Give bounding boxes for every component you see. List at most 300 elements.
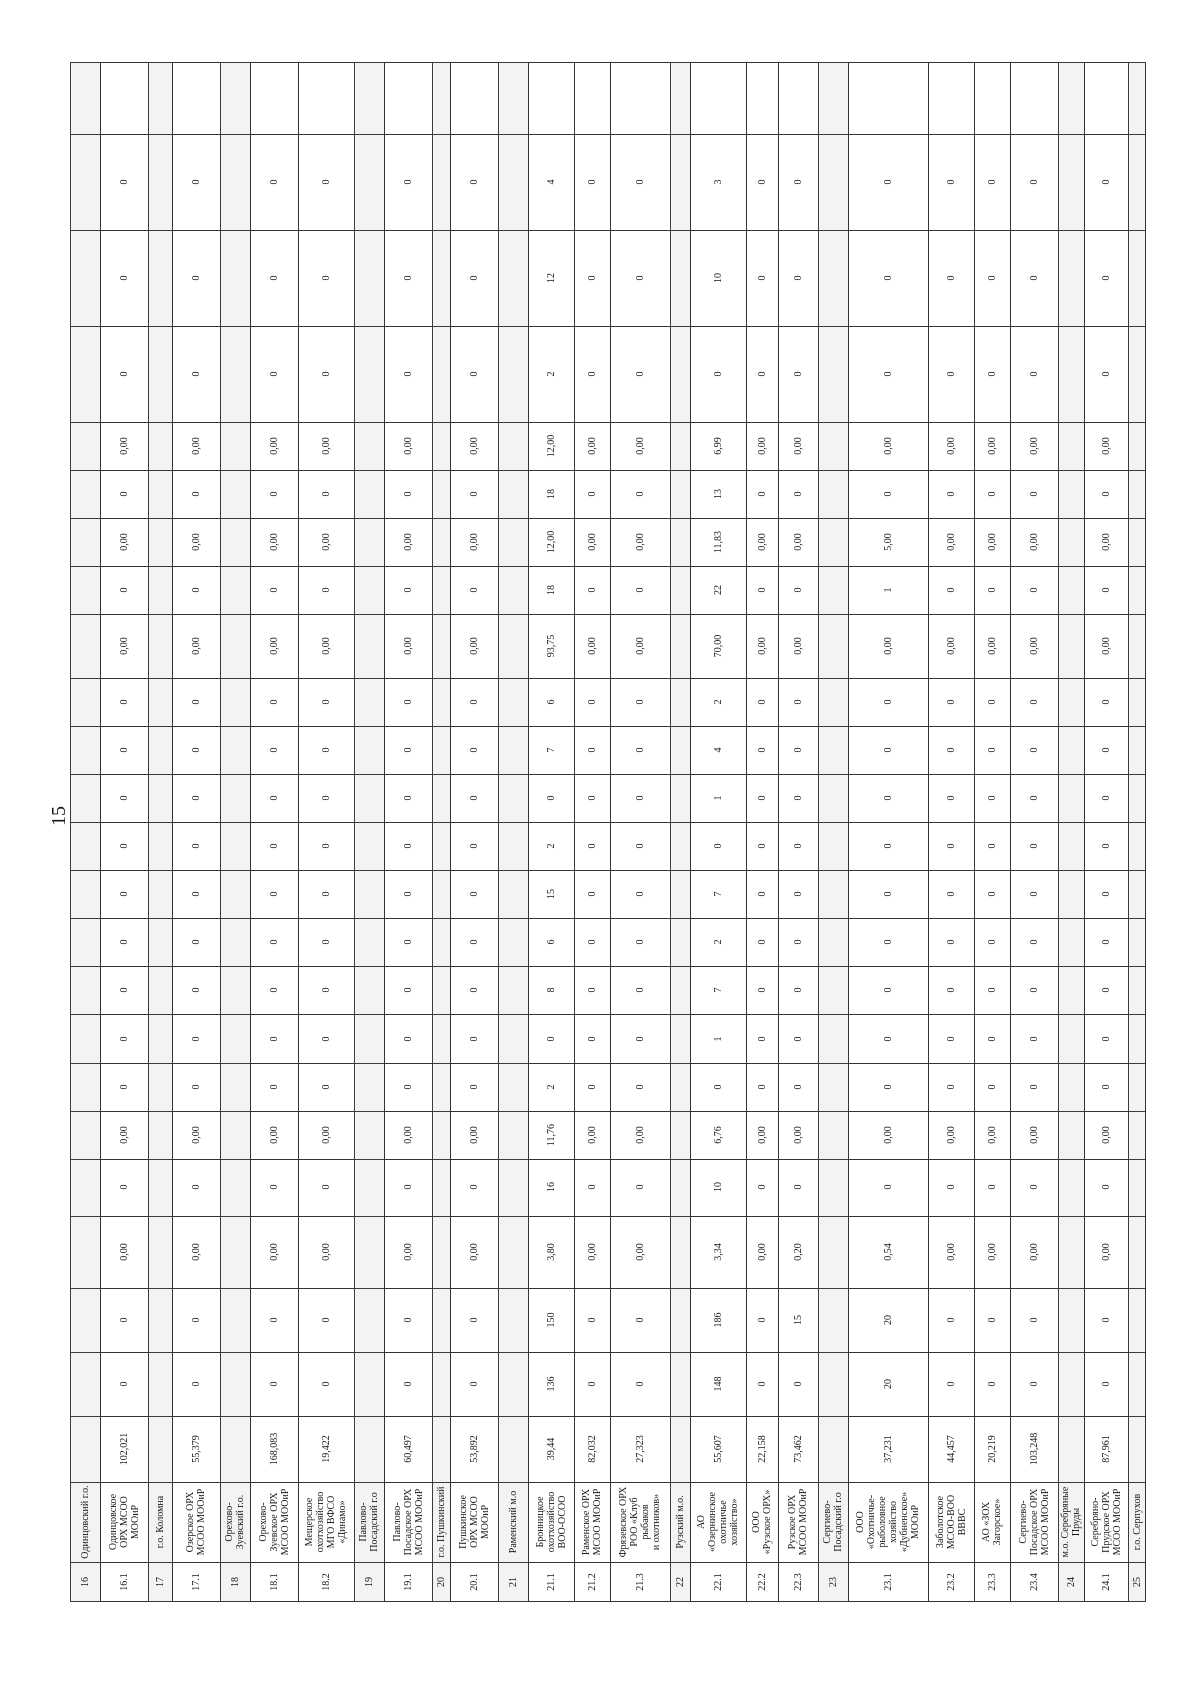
table-cell: 0,00: [945, 533, 957, 551]
table-cell: 0: [634, 843, 646, 849]
group-name: Раменский м.о: [507, 1490, 519, 1554]
table-cell: 0,00: [190, 1243, 202, 1261]
table-cell: 0: [756, 747, 768, 753]
table-cell: 0: [792, 1036, 804, 1042]
table-cell: 0: [190, 699, 202, 705]
table-cell: 0,00: [756, 533, 768, 551]
table-cell: 0: [792, 939, 804, 945]
table-cell: 0: [118, 275, 130, 281]
table-cell: 15: [792, 1315, 804, 1326]
table-cell: 0,00: [268, 1125, 280, 1144]
table-cell: 0: [118, 939, 130, 945]
table-cell: 0: [268, 179, 280, 185]
row-name: Серебряно- Прудское ОРХ МСОО МООиР: [1089, 1488, 1123, 1556]
table-cell: 0,00: [945, 1125, 957, 1144]
table-cell: 0: [756, 795, 768, 801]
table-cell: 0: [792, 1184, 804, 1190]
table-cell: 1: [712, 1036, 724, 1042]
table-cell: 0: [268, 1381, 280, 1387]
table-cell: 0: [1028, 1184, 1040, 1190]
table-cell: 0,00: [468, 437, 480, 455]
table-cell: 0,00: [402, 1243, 414, 1261]
table-cell: 0: [1028, 1381, 1040, 1387]
table-cell: 0: [634, 587, 646, 593]
table-cell: 0,00: [190, 533, 202, 551]
table-cell: 0: [190, 1381, 202, 1387]
table-cell: 0: [402, 987, 414, 993]
table-cell: 0: [402, 843, 414, 849]
table-cell: 0: [402, 179, 414, 185]
table-cell: 0: [756, 179, 768, 185]
table-cell: 0,00: [320, 637, 332, 656]
table-cell: 0: [945, 1381, 957, 1387]
table-cell: 0,00: [268, 533, 280, 551]
row-name: Бронницкое охотхозяйство ВОО-ОСОО: [534, 1491, 568, 1553]
table-cell: 0,00: [190, 637, 202, 656]
table-cell: 0: [945, 939, 957, 945]
table-cell: 0: [402, 747, 414, 753]
table-cell: 0: [468, 587, 480, 593]
table-cell: 0: [268, 371, 280, 377]
table-cell: 0: [190, 371, 202, 377]
table-cell: 0: [792, 491, 804, 497]
table-cell: 0,00: [634, 533, 646, 551]
table-cell: 0: [586, 1381, 598, 1387]
table-cell: 0: [402, 1317, 414, 1323]
table-cell: 0: [402, 939, 414, 945]
table-cell: 0,00: [118, 637, 130, 656]
table-cell: 0: [882, 179, 894, 185]
table-cell: 0,00: [1028, 533, 1040, 551]
table-cell: 0,00: [118, 437, 130, 455]
table-cell: 0: [792, 1381, 804, 1387]
table-cell: 0: [190, 179, 202, 185]
row-name: Озерское ОРХ МСОО МООиР: [184, 1488, 207, 1556]
table-cell: 0: [986, 371, 998, 377]
table-cell: 20: [882, 1315, 894, 1326]
table-cell: 0: [986, 1184, 998, 1190]
table-cell: 0: [402, 1036, 414, 1042]
table-cell: 0: [756, 891, 768, 897]
table-cell: 0,00: [1028, 1125, 1040, 1144]
table-cell: 0: [586, 891, 598, 897]
table-cell: 0: [945, 179, 957, 185]
table-cell: 0: [468, 1084, 480, 1090]
table-cell: 0: [1028, 1036, 1040, 1042]
table-cell: 60,497: [402, 1435, 414, 1463]
table-cell: 0,00: [268, 637, 280, 656]
table-cell: 0: [586, 1184, 598, 1190]
table-cell: 0: [945, 699, 957, 705]
table-cell: 0: [268, 699, 280, 705]
row-id: 23: [827, 1576, 839, 1587]
table-cell: 0: [118, 1184, 130, 1190]
table-cell: 15: [545, 889, 557, 900]
table-cell: 0: [320, 587, 332, 593]
table-cell: 2: [545, 1084, 557, 1090]
row-name: Сергиево- Посадское ОРХ МСОО МООиР: [1017, 1488, 1051, 1556]
table-cell: 0: [545, 1036, 557, 1042]
table-cell: 0: [190, 747, 202, 753]
table-cell: 0: [986, 987, 998, 993]
group-name: Орехово- Зуевский г.о.: [223, 1494, 246, 1550]
table-cell: 0: [320, 939, 332, 945]
table-cell: 0: [190, 843, 202, 849]
table-cell: 0: [402, 275, 414, 281]
row-name: ООО «Рузское ОРХ»: [750, 1489, 773, 1555]
table-cell: 0,00: [402, 437, 414, 455]
group-row-shade: [498, 62, 528, 1602]
table-cell: 0: [1100, 987, 1112, 993]
table-cell: 0,00: [986, 637, 998, 656]
table-cell: 0: [882, 843, 894, 849]
table-cell: 0,00: [1100, 1243, 1112, 1261]
table-cell: 0: [882, 1084, 894, 1090]
table-cell: 0: [882, 275, 894, 281]
table-cell: 148: [712, 1376, 724, 1392]
table-cell: 0: [320, 891, 332, 897]
table-cell: 0,00: [1028, 1243, 1040, 1261]
table-cell: 53,892: [468, 1435, 480, 1463]
page-number: 15: [48, 806, 70, 826]
row-id: 16.1: [118, 1573, 130, 1591]
table-cell: 0: [1100, 699, 1112, 705]
table-cell: 0,00: [402, 637, 414, 656]
table-cell: 0: [792, 275, 804, 281]
table-cell: 0: [118, 179, 130, 185]
table-cell: 0: [402, 699, 414, 705]
table-cell: 27,323: [634, 1435, 646, 1463]
table-cell: 0,00: [468, 1125, 480, 1144]
table-cell: 0: [756, 939, 768, 945]
table-cell: 0: [1028, 987, 1040, 993]
table-cell: 0: [1028, 491, 1040, 497]
table-cell: 0: [320, 1036, 332, 1042]
table-cell: 0,00: [756, 437, 768, 455]
table-cell: 0: [118, 371, 130, 377]
table-cell: 0: [320, 987, 332, 993]
row-id: 23.4: [1028, 1573, 1040, 1591]
table-cell: 0: [1028, 891, 1040, 897]
table-cell: 0: [1028, 179, 1040, 185]
table-cell: 6,76: [712, 1125, 724, 1144]
table-cell: 0: [986, 179, 998, 185]
group-name: Рузский м.о.: [674, 1495, 686, 1549]
group-row-shade: [148, 62, 172, 1602]
table-cell: 0: [190, 587, 202, 593]
table-cell: 0: [1100, 179, 1112, 185]
table-cell: 0: [320, 1317, 332, 1323]
row-id: 17: [154, 1576, 166, 1587]
row-name: АО «ЗОХ Загорское»: [980, 1498, 1003, 1546]
table-cell: 2: [545, 843, 557, 849]
table-cell: 0: [882, 371, 894, 377]
table-cell: 0: [118, 699, 130, 705]
table-cell: 0: [268, 275, 280, 281]
table-cell: 0: [792, 795, 804, 801]
row-id: 23.3: [986, 1573, 998, 1591]
table-cell: 0: [268, 891, 280, 897]
row-id: 20: [435, 1576, 447, 1587]
table-cell: 0: [945, 1084, 957, 1090]
row-name: ООО «Охотничье- рыболовное хозяйство «Дубненское» МООиР: [854, 1491, 921, 1553]
table-cell: 0: [586, 795, 598, 801]
table-cell: 0: [1100, 1084, 1112, 1090]
table-cell: 0: [634, 1084, 646, 1090]
row-id: 21.2: [586, 1573, 598, 1591]
table-cell: 0: [468, 891, 480, 897]
table-cell: 0,00: [268, 1243, 280, 1261]
table-cell: 0: [1100, 371, 1112, 377]
table-cell: 0,00: [756, 1125, 768, 1144]
table-cell: 0,00: [468, 637, 480, 656]
table-cell: 0: [792, 843, 804, 849]
table-cell: 0: [118, 1084, 130, 1090]
table-cell: 103,248: [1028, 1432, 1040, 1466]
table-cell: 0: [792, 699, 804, 705]
table-cell: 0: [468, 275, 480, 281]
table-cell: 7: [712, 987, 724, 993]
table-cell: 6: [545, 939, 557, 945]
row-id: 23.1: [882, 1573, 894, 1591]
table-cell: 0: [882, 699, 894, 705]
table-cell: 0: [712, 843, 724, 849]
table-cell: 70,00: [712, 635, 724, 658]
table-cell: 0: [634, 699, 646, 705]
table-cell: 0,00: [320, 1125, 332, 1144]
table-cell: 82,032: [586, 1435, 598, 1463]
table-cell: 0,00: [1100, 437, 1112, 455]
table-cell: 0: [468, 491, 480, 497]
table-cell: 20,219: [986, 1435, 998, 1463]
row-name: Заболотское МСОО-ВОО ВВВС: [934, 1494, 968, 1550]
table-cell: 0: [1028, 1084, 1040, 1090]
table-cell: 20: [882, 1379, 894, 1390]
table-cell: 10: [712, 273, 724, 284]
table-cell: 7: [545, 747, 557, 753]
table-cell: 0: [320, 699, 332, 705]
table-cell: 0: [945, 491, 957, 497]
table-cell: 0: [1100, 1317, 1112, 1323]
table-cell: 0: [320, 1184, 332, 1190]
table-cell: 0: [190, 1084, 202, 1090]
table-cell: 0: [468, 1184, 480, 1190]
table-cell: 0: [190, 1036, 202, 1042]
table-cell: 0: [586, 843, 598, 849]
table-cell: 0,00: [634, 1125, 646, 1144]
table-cell: 0: [792, 891, 804, 897]
table-cell: 10: [712, 1182, 724, 1193]
table-cell: 0,00: [118, 1125, 130, 1144]
table-cell: 0: [402, 491, 414, 497]
table-cell: 0: [190, 491, 202, 497]
table-cell: 0: [468, 1381, 480, 1387]
table-cell: 0: [756, 1317, 768, 1323]
table-cell: 0: [190, 275, 202, 281]
table-cell: 0,00: [268, 437, 280, 455]
table-cell: 0: [268, 587, 280, 593]
table-cell: 0: [945, 371, 957, 377]
table-cell: 0: [268, 1084, 280, 1090]
row-id: 21.1: [545, 1573, 557, 1591]
table-cell: 18: [545, 489, 557, 500]
table-cell: 0: [118, 843, 130, 849]
table-cell: 0,00: [792, 437, 804, 455]
table-cell: 0,00: [756, 637, 768, 656]
row-id: 22.2: [756, 1573, 768, 1591]
row-id: 18.2: [320, 1573, 332, 1591]
table-cell: 4: [712, 747, 724, 753]
table-cell: 0: [945, 587, 957, 593]
table-cell: 0: [1100, 587, 1112, 593]
row-name: Пушкинское ОРХ МСОО МООиР: [457, 1495, 491, 1549]
row-name: Одинцовское ОРХ МСОО МООиР: [107, 1493, 141, 1551]
table-cell: 0: [756, 1036, 768, 1042]
table-cell: 0: [1028, 275, 1040, 281]
table-cell: 0: [586, 747, 598, 753]
table-cell: 0,00: [586, 1243, 598, 1261]
table-cell: 0: [1100, 843, 1112, 849]
table-cell: 0: [320, 1381, 332, 1387]
table-cell: 0: [882, 1184, 894, 1190]
table-cell: 0: [882, 987, 894, 993]
table-cell: 0,00: [986, 1125, 998, 1144]
table-cell: 0: [634, 1184, 646, 1190]
table-cell: 0,00: [118, 533, 130, 551]
table-cell: 0: [792, 747, 804, 753]
table-cell: 0,00: [320, 533, 332, 551]
table-cell: 0: [882, 491, 894, 497]
table-cell: 0: [945, 747, 957, 753]
row-id: 23.2: [945, 1573, 957, 1591]
table-cell: 0: [986, 939, 998, 945]
table-cell: 0: [634, 795, 646, 801]
group-name: Одинцовский г.о.: [79, 1485, 91, 1559]
table-cell: 0: [986, 699, 998, 705]
table-cell: 12,00: [545, 530, 557, 554]
table-cell: 2: [712, 699, 724, 705]
table-cell: 0,00: [634, 1243, 646, 1261]
table-cell: 102,021: [118, 1432, 130, 1466]
table-cell: 11,76: [545, 1123, 557, 1146]
table-cell: 0: [118, 891, 130, 897]
table-cell: 0: [320, 179, 332, 185]
table-cell: 3,34: [712, 1243, 724, 1261]
table-cell: 0: [1028, 699, 1040, 705]
table-cell: 0,00: [986, 533, 998, 551]
table-cell: 0: [986, 891, 998, 897]
table-cell: 12: [545, 273, 557, 284]
table-cell: 0: [118, 1036, 130, 1042]
table-cell: 0,00: [792, 637, 804, 656]
table-cell: 0: [792, 371, 804, 377]
table-cell: 5,00: [882, 533, 894, 551]
table-cell: 0,00: [586, 637, 598, 656]
table-cell: 2: [545, 371, 557, 377]
table-cell: 0,00: [586, 1125, 598, 1144]
row-name: Орехово- Зуевское ОРХ МСОО МООиР: [257, 1488, 291, 1556]
table-cell: 8: [545, 987, 557, 993]
table-cell: 0,00: [1028, 437, 1040, 455]
table-cell: 0: [882, 795, 894, 801]
table-cell: 44,457: [945, 1435, 957, 1463]
table-cell: 0: [402, 1184, 414, 1190]
table-cell: 0: [468, 939, 480, 945]
table-cell: 0,00: [468, 1243, 480, 1261]
table-cell: 0: [756, 587, 768, 593]
table-cell: 0: [118, 747, 130, 753]
table-cell: 0: [586, 587, 598, 593]
table-cell: 0: [756, 371, 768, 377]
row-id: 22: [674, 1576, 686, 1587]
group-name: м.о. Серебряные Пруды: [1059, 1486, 1082, 1558]
row-id: 17.1: [190, 1573, 202, 1591]
table-cell: 0: [268, 843, 280, 849]
group-row-shade: [220, 62, 250, 1602]
row-id: 19: [363, 1576, 375, 1587]
table-cell: 0: [586, 1036, 598, 1042]
table-cell: 0: [118, 795, 130, 801]
table-cell: 0: [468, 1317, 480, 1323]
table-cell: 0: [468, 747, 480, 753]
table-cell: 55,607: [712, 1435, 724, 1463]
table-cell: 0: [634, 371, 646, 377]
table-cell: 11,83: [712, 531, 724, 554]
row-id: 24: [1065, 1576, 1077, 1587]
table-cell: 0: [468, 179, 480, 185]
table-cell: 0: [468, 371, 480, 377]
table-cell: 0,00: [1100, 533, 1112, 551]
table-cell: 0: [268, 939, 280, 945]
table-cell: 1: [882, 587, 894, 593]
table-cell: 0: [586, 179, 598, 185]
table-cell: 0: [756, 699, 768, 705]
table-cell: 0: [634, 939, 646, 945]
row-id: 16: [79, 1576, 91, 1587]
table-cell: 0,00: [945, 637, 957, 656]
table-cell: 0,00: [320, 437, 332, 455]
table-cell: 0: [1100, 1036, 1112, 1042]
table-cell: 150: [545, 1312, 557, 1328]
table-cell: 0,00: [945, 1243, 957, 1261]
row-id: 18.1: [268, 1573, 280, 1591]
row-id: 24.1: [1100, 1573, 1112, 1591]
table-cell: 0: [756, 1184, 768, 1190]
table-cell: 0: [986, 795, 998, 801]
table-cell: 0,00: [586, 533, 598, 551]
table-cell: 0: [268, 1184, 280, 1190]
group-row-shade: [670, 62, 690, 1602]
table-cell: 0: [1100, 491, 1112, 497]
group-row-shade: [70, 62, 100, 1602]
table-cell: 0: [320, 795, 332, 801]
table-cell: 22,158: [756, 1435, 768, 1463]
table-cell: 0,00: [882, 437, 894, 455]
table-cell: 0: [792, 987, 804, 993]
row-id: 22.1: [712, 1573, 724, 1591]
table-cell: 0: [986, 491, 998, 497]
table-cell: 0: [468, 843, 480, 849]
table-cell: 0: [1100, 891, 1112, 897]
table-cell: 0: [1028, 843, 1040, 849]
table-cell: 0: [190, 891, 202, 897]
table-cell: 93,75: [545, 635, 557, 658]
table-cell: 0: [118, 1381, 130, 1387]
table-cell: 0: [1028, 371, 1040, 377]
table-cell: 0,00: [1100, 1125, 1112, 1144]
table-cell: 0: [756, 843, 768, 849]
table-cell: 0: [1028, 939, 1040, 945]
